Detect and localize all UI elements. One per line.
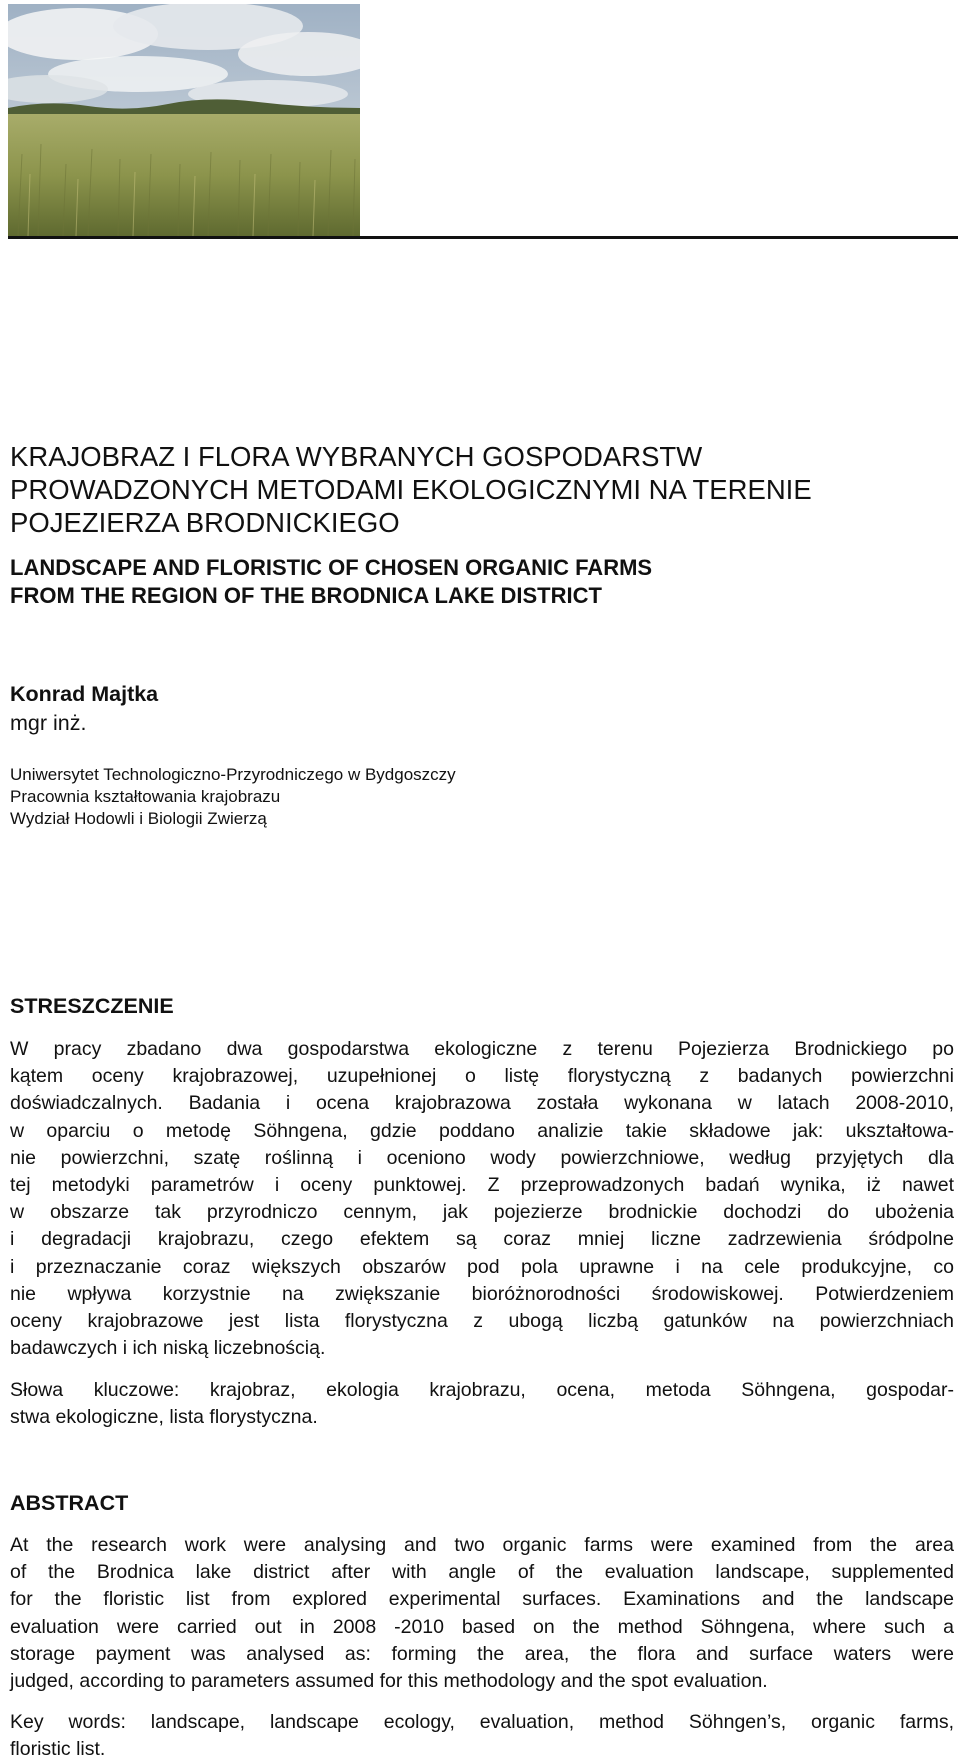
streszczenie-line: i przeznaczanie coraz większych obszarów pod pola uprawne i na cele produkcyjne, co [10, 1255, 954, 1278]
title-polish [10, 440, 910, 539]
streszczenie-line: i degradacji krajobrazu, czego efektem są coraz mniej liczne zadrzewienia śródpolne [10, 1228, 954, 1251]
streszczenie-heading: STRESZCZENIE [10, 994, 174, 1018]
abstract-body [10, 1532, 954, 1695]
streszczenie-line: w oparciu o metodę Söhngena, gdzie poddano analizie takie składowe jak: ukształtowa- [10, 1119, 954, 1142]
streszczenie-body [10, 1036, 954, 1362]
key-words-line: Key words: landscape, landscape ecology, evaluation, method Söhngen’s, organic farms, [10, 1711, 954, 1733]
key-words [10, 1709, 954, 1763]
streszczenie-line: oceny krajobrazowe jest lista florystyczna z ubogą liczbą gatunków na powierzchniach [10, 1310, 954, 1333]
abstract-line: At the research work were analysing and two organic farms were examined from the area [10, 1534, 954, 1556]
abstract-heading: ABSTRACT [10, 1491, 129, 1515]
abstract-line: judged, according to parameters assumed for this methodology and the spot evaluation. [10, 1670, 768, 1693]
author-degree: mgr inż. [10, 711, 87, 735]
affiliation-line: Pracownia kształtowania krajobrazu [10, 787, 281, 806]
streszczenie-line: tej metodyki parametrów i oceny punktowej. Z przeprowadzonych badań wynika, iż nawet [10, 1174, 954, 1197]
header-rule [8, 236, 958, 239]
title-polish-line: PROWADZONYCH METODAMI EKOLOGICZNYMI NA TERENIE [10, 474, 812, 505]
abstract-line: of the Brodnica lake district after with angle of the evaluation landscape, supplemented [10, 1561, 954, 1584]
slowa-kluczowe-line: Słowa kluczowe: krajobraz, ekologia krajobrazu, ocena, metoda Söhngena, gospodar- [10, 1379, 954, 1401]
title-polish-line: KRAJOBRAZ I FLORA WYBRANYCH GOSPODARSTW [10, 441, 703, 472]
abstract-line: evaluation were carried out in 2008 -2010 based on the method Söhngena, where such a [10, 1615, 954, 1638]
slowa-kluczowe [10, 1377, 954, 1431]
streszczenie-line: nie wpływa korzystnie na zwiększanie bioróżnorodności środowiskowej. Potwierdzeniem [10, 1282, 954, 1305]
streszczenie-line: W pracy zbadano dwa gospodarstwa ekologiczne z terenu Pojezierza Brodnickiego po [10, 1038, 954, 1060]
abstract-line: storage payment was analysed as: forming the area, the flora and surface waters were [10, 1642, 954, 1665]
streszczenie-line: badawczych i ich niską liczebnością. [10, 1337, 326, 1360]
author-name: Konrad Majtka [10, 682, 159, 706]
title-polish-line: POJEZIERZA BRODNICKIEGO [10, 507, 400, 538]
streszczenie-line: w obszarze tak przyrodniczo cennym, jak pojezierze brodnickie dochodzi do ubożenia [10, 1201, 954, 1224]
streszczenie-line: kątem oceny krajobrazowej, uzupełnionej o listę florystyczną z badanych powierzchni [10, 1065, 954, 1088]
field-landscape-photo [8, 4, 360, 236]
streszczenie-line: nie powierzchni, szatę roślinną i oceniono wody powierzchniowe, według przyjętych dla [10, 1146, 954, 1169]
affiliation-line: Uniwersytet Technologiczno-Przyrodniczego w Bydgoszczy [10, 765, 456, 784]
title-english-line: LANDSCAPE AND FLORISTIC OF CHOSEN ORGANIC FARMS [10, 555, 653, 580]
title-english [10, 554, 910, 610]
abstract-line: for the floristic list from explored experimental surfaces. Examinations and the landscape [10, 1588, 954, 1611]
streszczenie-line: doświadczalnych. Badania i ocena krajobrazowa została wykonana w latach 2008-2010, [10, 1092, 954, 1115]
affiliation-line: Wydział Hodowli i Biologii Zwierzą [10, 809, 267, 828]
affiliation [10, 764, 456, 830]
title-english-line: FROM THE REGION OF THE BRODNICA LAKE DISTRICT [10, 583, 602, 608]
key-words-line: floristic list. [10, 1738, 106, 1761]
slowa-kluczowe-line: stwa ekologiczne, lista florystyczna. [10, 1406, 318, 1429]
